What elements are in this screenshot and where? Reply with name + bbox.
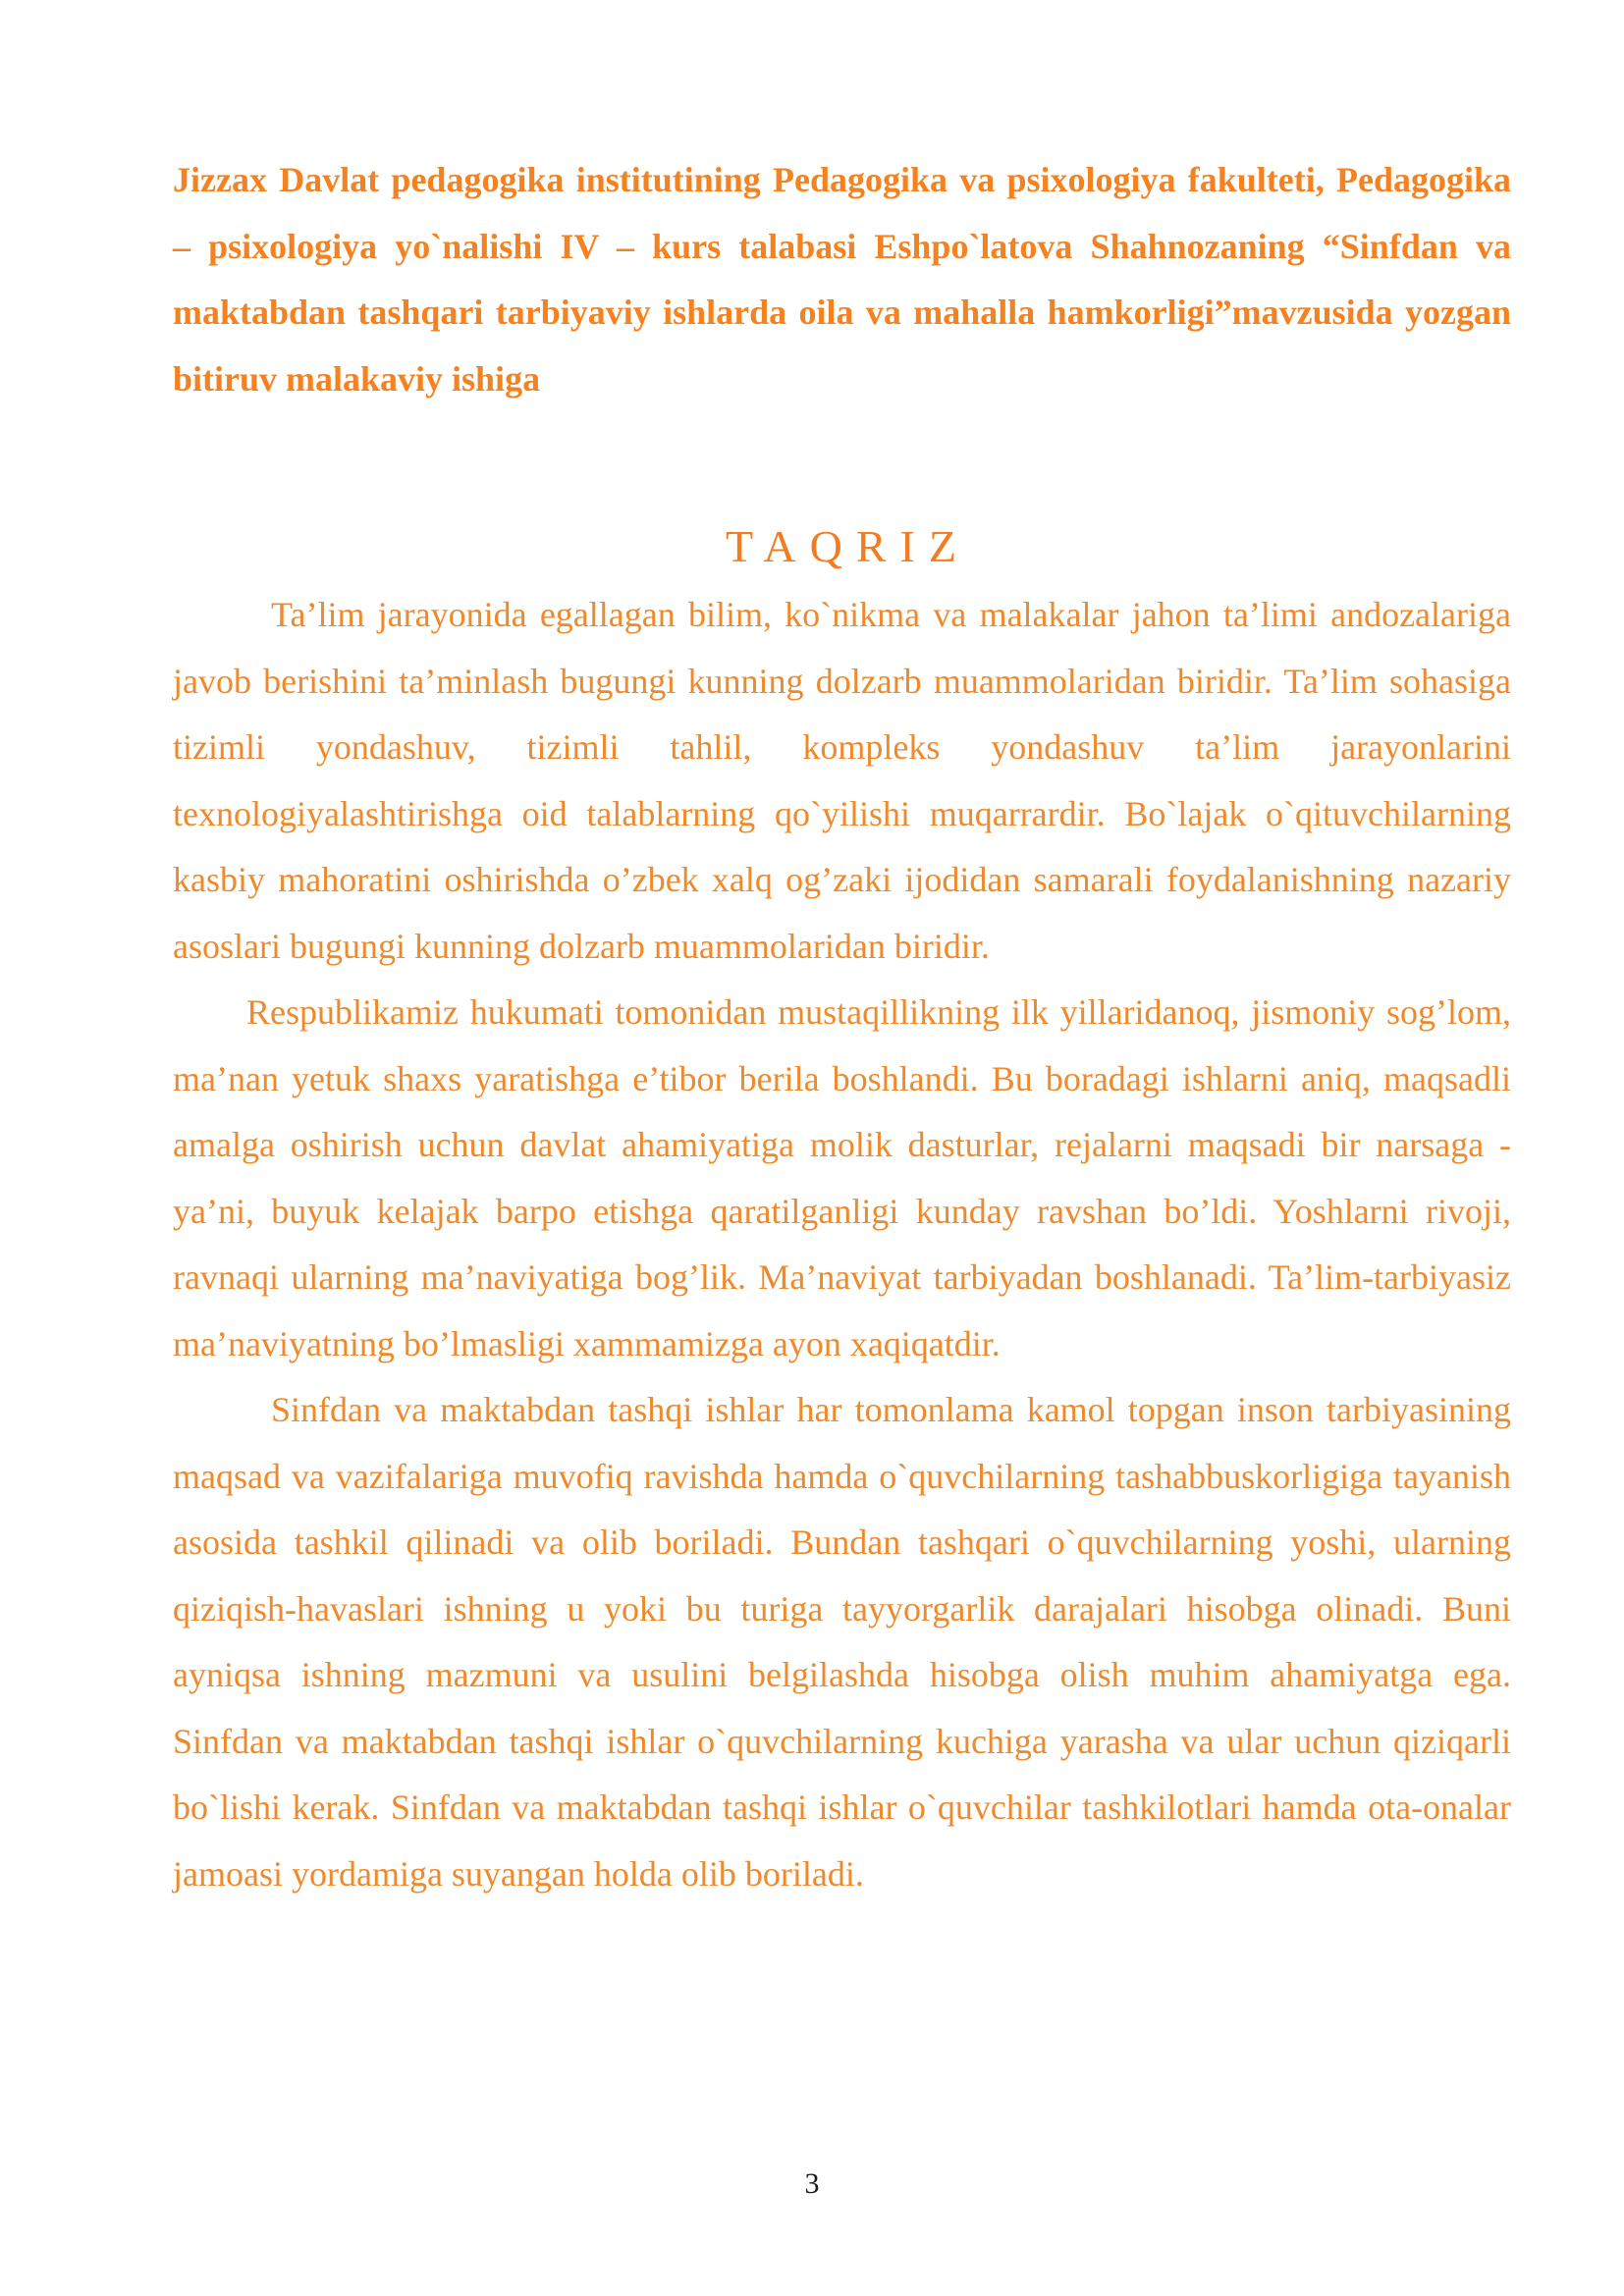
document-heading: Jizzax Davlat pedagogika institutining Pedagogika va psixologiya fakulteti, Pedagogika – psixologiya yo`nalishi IV – kurs talabasi Eshpo`latova Shahnozaning “Sinfdan va maktabdan tashqari tarbiyaviy ishlarda oila va mahalla hamkorligi”mavzusida yozgan bitiruv malakaviy ishiga [173,160,1511,399]
paragraph-3: Sinfdan va maktabdan tashqi ishlar har tomonlama kamol topgan inson tarbiyasining maqsad va vazifalariga muvofiq ravishda hamda o`quvchilarning tashabbuskorligiga tayanish asosida tashkil qilinadi va olib boriladi. Bundan tashqari o`quvchilarning yoshi, ularning qiziqish-havaslari ishning u yoki bu turiga tayyorgarlik darajalari hisobga olinadi. Buni ayniqsa ishning mazmuni va usulini belgilashda hisobga olish muhim ahamiyatga ega. Sinfdan va maktabdan tashqi ishlar o`quvchilarning kuchiga yarasha va ular uchun qiziqarli bo`lishi kerak. Sinfdan va maktabdan tashqi ishlar o`quvchilar tashkilotlari hamda ota-onalar jamoasi yordamiga suyangan holda olib boriladi. [173,1390,1511,1894]
paragraph-1: Ta’lim jarayonida egallagan bilim, ko`nikma va malakalar jahon ta’limi andozalariga javob berishini ta’minlash bugungi kunning dolzarb muammolaridan biridir. Ta’lim sohasiga tizimli yondashuv, tizimli tahlil, kompleks yondashuv ta’lim jarayonlarini texnologiyalashtirishga oid talablarning qo`yilishi muqarrardir. Bo`lajak o`qituvchilarning kasbiy mahoratini oshirishda o’zbek xalq og’zaki ijodidan samarali foydalanishning nazariy asoslari bugungi kunning dolzarb muammolaridan biridir. [173,595,1511,966]
page-number: 3 [804,2167,820,2200]
page-content [173,147,1511,1907]
document-title: TAQRIZ [726,521,970,571]
paragraph-2: Respublikamiz hukumati tomonidan mustaqillikning ilk yillaridanoq, jismoniy sog’lom, ma’nan yetuk shaxs yaratishga e’tibor berila boshlandi. Bu boradagi ishlarni aniq, maqsadli amalga oshirish uchun davlat ahamiyatiga molik dasturlar, rejalarni maqsadi bir narsaga - ya’ni, buyuk kelajak barpo etishga qaratilganligi kunday ravshan bo’ldi. Yoshlarni rivoji, ravnaqi ularning ma’naviyatiga bog’lik. Ma’naviyat tarbiyadan boshlanadi. Ta’lim-tarbiyasiz ma’naviyatning bo’lmasligi xammamizga ayon xaqiqatdir. [173,992,1511,1363]
